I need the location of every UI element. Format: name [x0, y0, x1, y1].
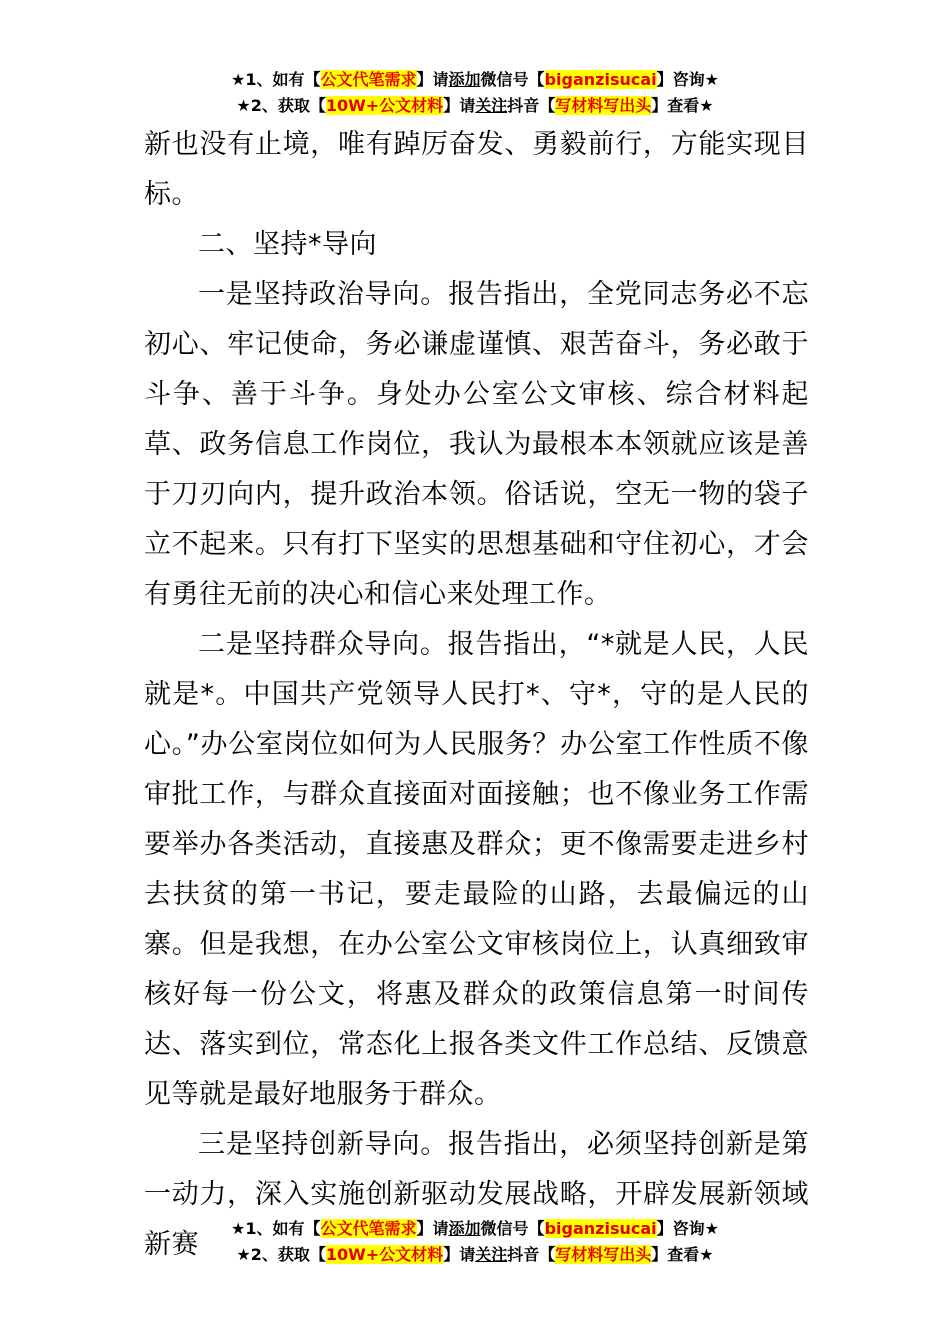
promo-highlight-douyin-id: 写材料写出头	[555, 1245, 652, 1264]
promo-line-2	[0, 93, 950, 119]
promo-text: 2、获取【	[250, 96, 326, 115]
star-icon: ★	[236, 1245, 251, 1264]
paragraph-innovation-orientation: 三是坚持创新导向。报告指出，必须坚持创新是第一动力，深入实施创新驱动发展战略，开辟发展新领域新赛	[144, 1129, 809, 1260]
star-icon: ★	[231, 70, 246, 89]
promo-text: 1、如有【	[245, 70, 321, 89]
promo-text: 】请	[416, 1219, 449, 1238]
promo-highlight: 公文代笔需求	[320, 1219, 417, 1238]
promo-text: 微信号【	[480, 1219, 545, 1238]
star-icon: ★	[236, 96, 251, 115]
paragraph-continuation: 新也没有止境，唯有踔厉奋发、勇毅前行，方能实现目标。	[144, 129, 809, 210]
footer-promo-banner	[0, 1216, 950, 1268]
promo-text: 抖音【	[507, 1245, 556, 1264]
paragraph-mass-orientation: 二是坚持群众导向。报告指出，“*就是人民，人民就是*。中国共产党领导人民打*、守*，守的是人民的心。”办公室岗位如何为人民服务？办公室工作性质不像审批工作，与群众直接面对面接触；也不像业务工作需要举办各类活动，直接惠及群众；更不像需要走进乡村去扶贫的第一书记，要走最险的山路，去最偏远的山寨。但是我想，在办公室公文审核岗位上，认真细致审核好每一份公文，将惠及群众的政策信息第一时间传达、落实到位，常态化上报各类文件工作总结、反馈意见等就是最好地服务于群众。	[144, 629, 809, 1110]
star-icon: ★	[699, 96, 714, 115]
star-icon: ★	[699, 1245, 714, 1264]
promo-text: 】请	[443, 96, 476, 115]
promo-emphasis: 关注	[475, 1245, 508, 1264]
promo-text: 】查看	[651, 1245, 700, 1264]
promo-text: 】请	[416, 70, 449, 89]
promo-text: 】咨询	[656, 70, 705, 89]
promo-highlight: 10W+公文材料	[325, 1245, 444, 1264]
promo-emphasis: 添加	[448, 70, 481, 89]
promo-emphasis: 关注	[475, 96, 508, 115]
promo-highlight: 公文代笔需求	[320, 70, 417, 89]
promo-highlight-wechat-id: biganzisucai	[544, 70, 657, 89]
section-heading: 二、坚持*导向	[198, 229, 377, 260]
star-icon: ★	[231, 1219, 246, 1238]
document-body	[144, 120, 809, 1270]
promo-text: 2、获取【	[250, 1245, 326, 1264]
promo-highlight: 10W+公文材料	[325, 96, 444, 115]
star-icon: ★	[704, 70, 719, 89]
paragraph-political-orientation: 一是坚持政治导向。报告指出，全党同志务必不忘初心、牢记使命，务必谦虚谨慎、艰苦奋斗，务必敢于斗争、善于斗争。身处办公室公文审核、综合材料起草、政务信息工作岗位，我认为最根本本领就应该是善于刀刃向内，提升政治本领。俗话说，空无一物的袋子立不起来。只有打下坚实的思想基础和守住初心，才会有勇往无前的决心和信心来处理工作。	[144, 279, 809, 610]
promo-text: 微信号【	[480, 70, 545, 89]
promo-highlight-douyin-id: 写材料写出头	[555, 96, 652, 115]
promo-line-1	[0, 67, 950, 93]
promo-text: 】咨询	[656, 1219, 705, 1238]
promo-line-1	[0, 1216, 950, 1242]
header-promo-banner	[0, 67, 950, 119]
promo-text: 抖音【	[507, 96, 556, 115]
star-icon: ★	[704, 1219, 719, 1238]
promo-text: 】请	[443, 1245, 476, 1264]
promo-text: 】查看	[651, 96, 700, 115]
promo-line-2	[0, 1242, 950, 1268]
promo-emphasis: 添加	[448, 1219, 481, 1238]
promo-highlight-wechat-id: biganzisucai	[544, 1219, 657, 1238]
promo-text: 1、如有【	[245, 1219, 321, 1238]
